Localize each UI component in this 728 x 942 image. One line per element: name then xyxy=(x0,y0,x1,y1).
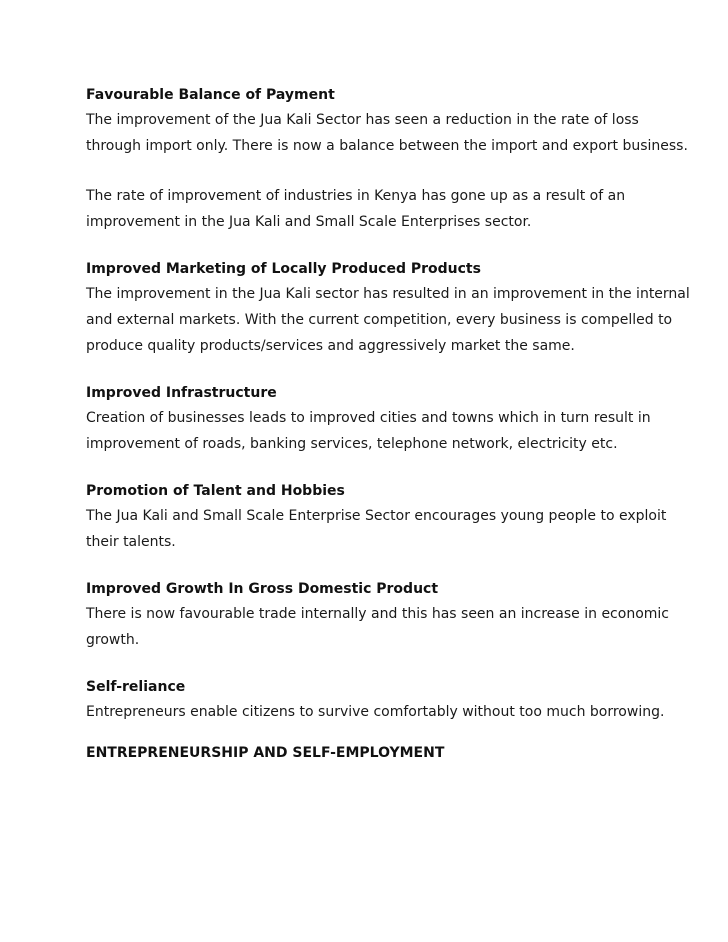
document-page xyxy=(86,85,696,763)
section-improved-infrastructure xyxy=(86,383,696,457)
section-heading: Favourable Balance of Payment xyxy=(86,87,335,103)
section-gdp-growth xyxy=(86,579,696,653)
section-paragraph: Creation of businesses leads to improved cities and towns which in turn result in improvement of roads, banking services, telephone network, electricity etc. xyxy=(86,410,651,452)
section-heading: Self-reliance xyxy=(86,679,186,695)
section-talent-and-hobbies xyxy=(86,481,696,555)
section-paragraph: The improvement of the Jua Kali Sector has seen a reduction in the rate of loss through import only. There is now a balance between the import and export business. xyxy=(86,112,688,154)
section-self-reliance xyxy=(86,677,696,725)
section-heading: Improved Growth In Gross Domestic Product xyxy=(86,581,439,597)
section-paragraph: Entrepreneurs enable citizens to survive comfortably without too much borrowing. xyxy=(86,704,665,720)
section-paragraph: The improvement in the Jua Kali sector has resulted in an improvement in the internal and external markets. With the current competition, every business is compelled to produce quality products/services and aggressively market the same. xyxy=(86,286,690,354)
section-paragraph: There is now favourable trade internally and this has seen an increase in economic growth. xyxy=(86,606,669,648)
section-heading: Promotion of Talent and Hobbies xyxy=(86,483,345,499)
section-improved-marketing xyxy=(86,259,696,359)
section-heading: Improved Marketing of Locally Produced Products xyxy=(86,261,481,277)
section-heading: Improved Infrastructure xyxy=(86,385,277,401)
chapter-heading: ENTREPRENEURSHIP AND SELF-EMPLOYMENT xyxy=(86,745,445,761)
section-paragraph: The rate of improvement of industries in Kenya has gone up as a result of an improvement in the Jua Kali and Small Scale Enterprises sector. xyxy=(86,188,626,230)
section-balance-of-payment xyxy=(86,85,696,159)
section-paragraph: The Jua Kali and Small Scale Enterprise Sector encourages young people to exploit their talents. xyxy=(86,508,667,550)
section-industries-improvement xyxy=(86,183,696,235)
